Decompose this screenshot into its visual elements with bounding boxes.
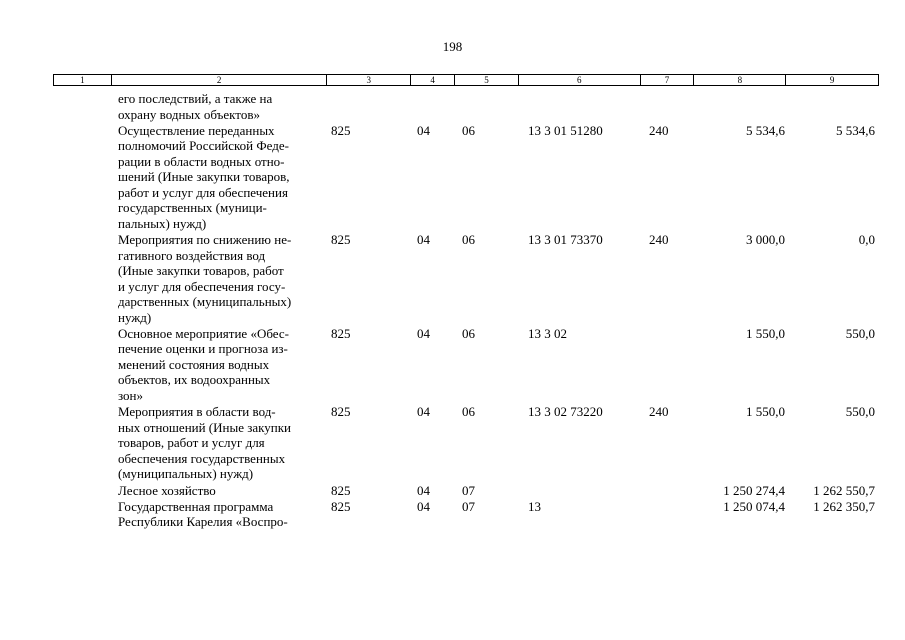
- row-cell-c4: 04: [417, 404, 430, 420]
- row-cell-c5: 07: [462, 482, 475, 498]
- column-number-5: 5: [455, 75, 519, 85]
- row-cell-c3: 825: [331, 325, 351, 341]
- row-cell-c8: 1 550,0: [746, 404, 785, 420]
- column-number-7: 7: [641, 75, 695, 85]
- row-cell-c4: 04: [417, 325, 430, 341]
- row-cell-c9: 5 534,6: [836, 122, 875, 138]
- row-cell-c9: 550,0: [845, 325, 875, 341]
- row-name: Мероприятия по снижению не- гативного воздействия вод (Иные закупки товаров, работ и услуг для обеспечения госу- дарственных (муниципальных) нужд): [118, 232, 292, 325]
- row-cell-c9: 0,0: [858, 232, 875, 248]
- row-cell-c6: 13 3 01 51280: [528, 122, 603, 138]
- row-cell-c3: 825: [331, 122, 351, 138]
- row-cell-c8: 1 250 274,4: [723, 482, 785, 498]
- column-number-6: 6: [519, 75, 641, 85]
- row-cell-c5: 06: [462, 325, 475, 341]
- row-cell-c8: 5 534,6: [746, 122, 785, 138]
- row-name: Лесное хозяйство: [118, 482, 216, 498]
- row-cell-c4: 04: [417, 482, 430, 498]
- row-cell-c4: 04: [417, 232, 430, 248]
- row-cell-c4: 04: [417, 122, 430, 138]
- row-cell-c6: 13: [528, 498, 541, 514]
- row-cell-c7: 240: [649, 232, 669, 248]
- row-cell-c4: 04: [417, 498, 430, 514]
- row-cell-c5: 06: [462, 232, 475, 248]
- row-cell-c3: 825: [331, 482, 351, 498]
- row-name: Основное мероприятие «Обес- печение оценки и прогноза из- менений состояния водных объектов, их водоохранных зон»: [118, 325, 289, 403]
- row-cell-c9: 1 262 350,7: [813, 498, 875, 514]
- row-cell-c3: 825: [331, 404, 351, 420]
- row-cell-c6: 13 3 02: [528, 325, 567, 341]
- column-number-2: 2: [112, 75, 327, 85]
- column-number-3: 3: [327, 75, 411, 85]
- row-cell-c3: 825: [331, 498, 351, 514]
- row-cell-c8: 3 000,0: [746, 232, 785, 248]
- row-cell-c9: 550,0: [845, 404, 875, 420]
- row-cell-c5: 06: [462, 122, 475, 138]
- column-number-9: 9: [829, 75, 835, 85]
- row-name: Государственная программа Республики Карелия «Воспро-: [118, 498, 288, 530]
- column-number-4: 4: [411, 75, 455, 85]
- row-name: Осуществление переданных полномочий Российской Феде- рации в области водных отно- шений (Иные закупки товаров, работ и услуг для обеспечения государственных (муници- пальных) нужд): [118, 122, 290, 231]
- row-cell-c7: 240: [649, 404, 669, 420]
- column-number-8: 8: [694, 75, 786, 85]
- row-name: его последствий, а также на охрану водных объектов»: [118, 91, 273, 122]
- column-number-1: 1: [54, 75, 112, 85]
- row-cell-c7: 240: [649, 122, 669, 138]
- row-cell-c5: 06: [462, 404, 475, 420]
- column-number-header: [53, 74, 879, 86]
- row-cell-c3: 825: [331, 232, 351, 248]
- row-cell-c5: 07: [462, 498, 475, 514]
- row-cell-c6: 13 3 02 73220: [528, 404, 603, 420]
- row-name: Мероприятия в области вод- ных отношений (Иные закупки товаров, работ и услуг для обеспечения государственных (муниципальных) нужд): [118, 404, 292, 482]
- row-cell-c8: 1 550,0: [746, 325, 785, 341]
- row-cell-c9: 1 262 550,7: [813, 482, 875, 498]
- row-cell-c6: 13 3 01 73370: [528, 232, 603, 248]
- row-cell-c8: 1 250 074,4: [723, 498, 785, 514]
- page-number: 198: [442, 39, 463, 54]
